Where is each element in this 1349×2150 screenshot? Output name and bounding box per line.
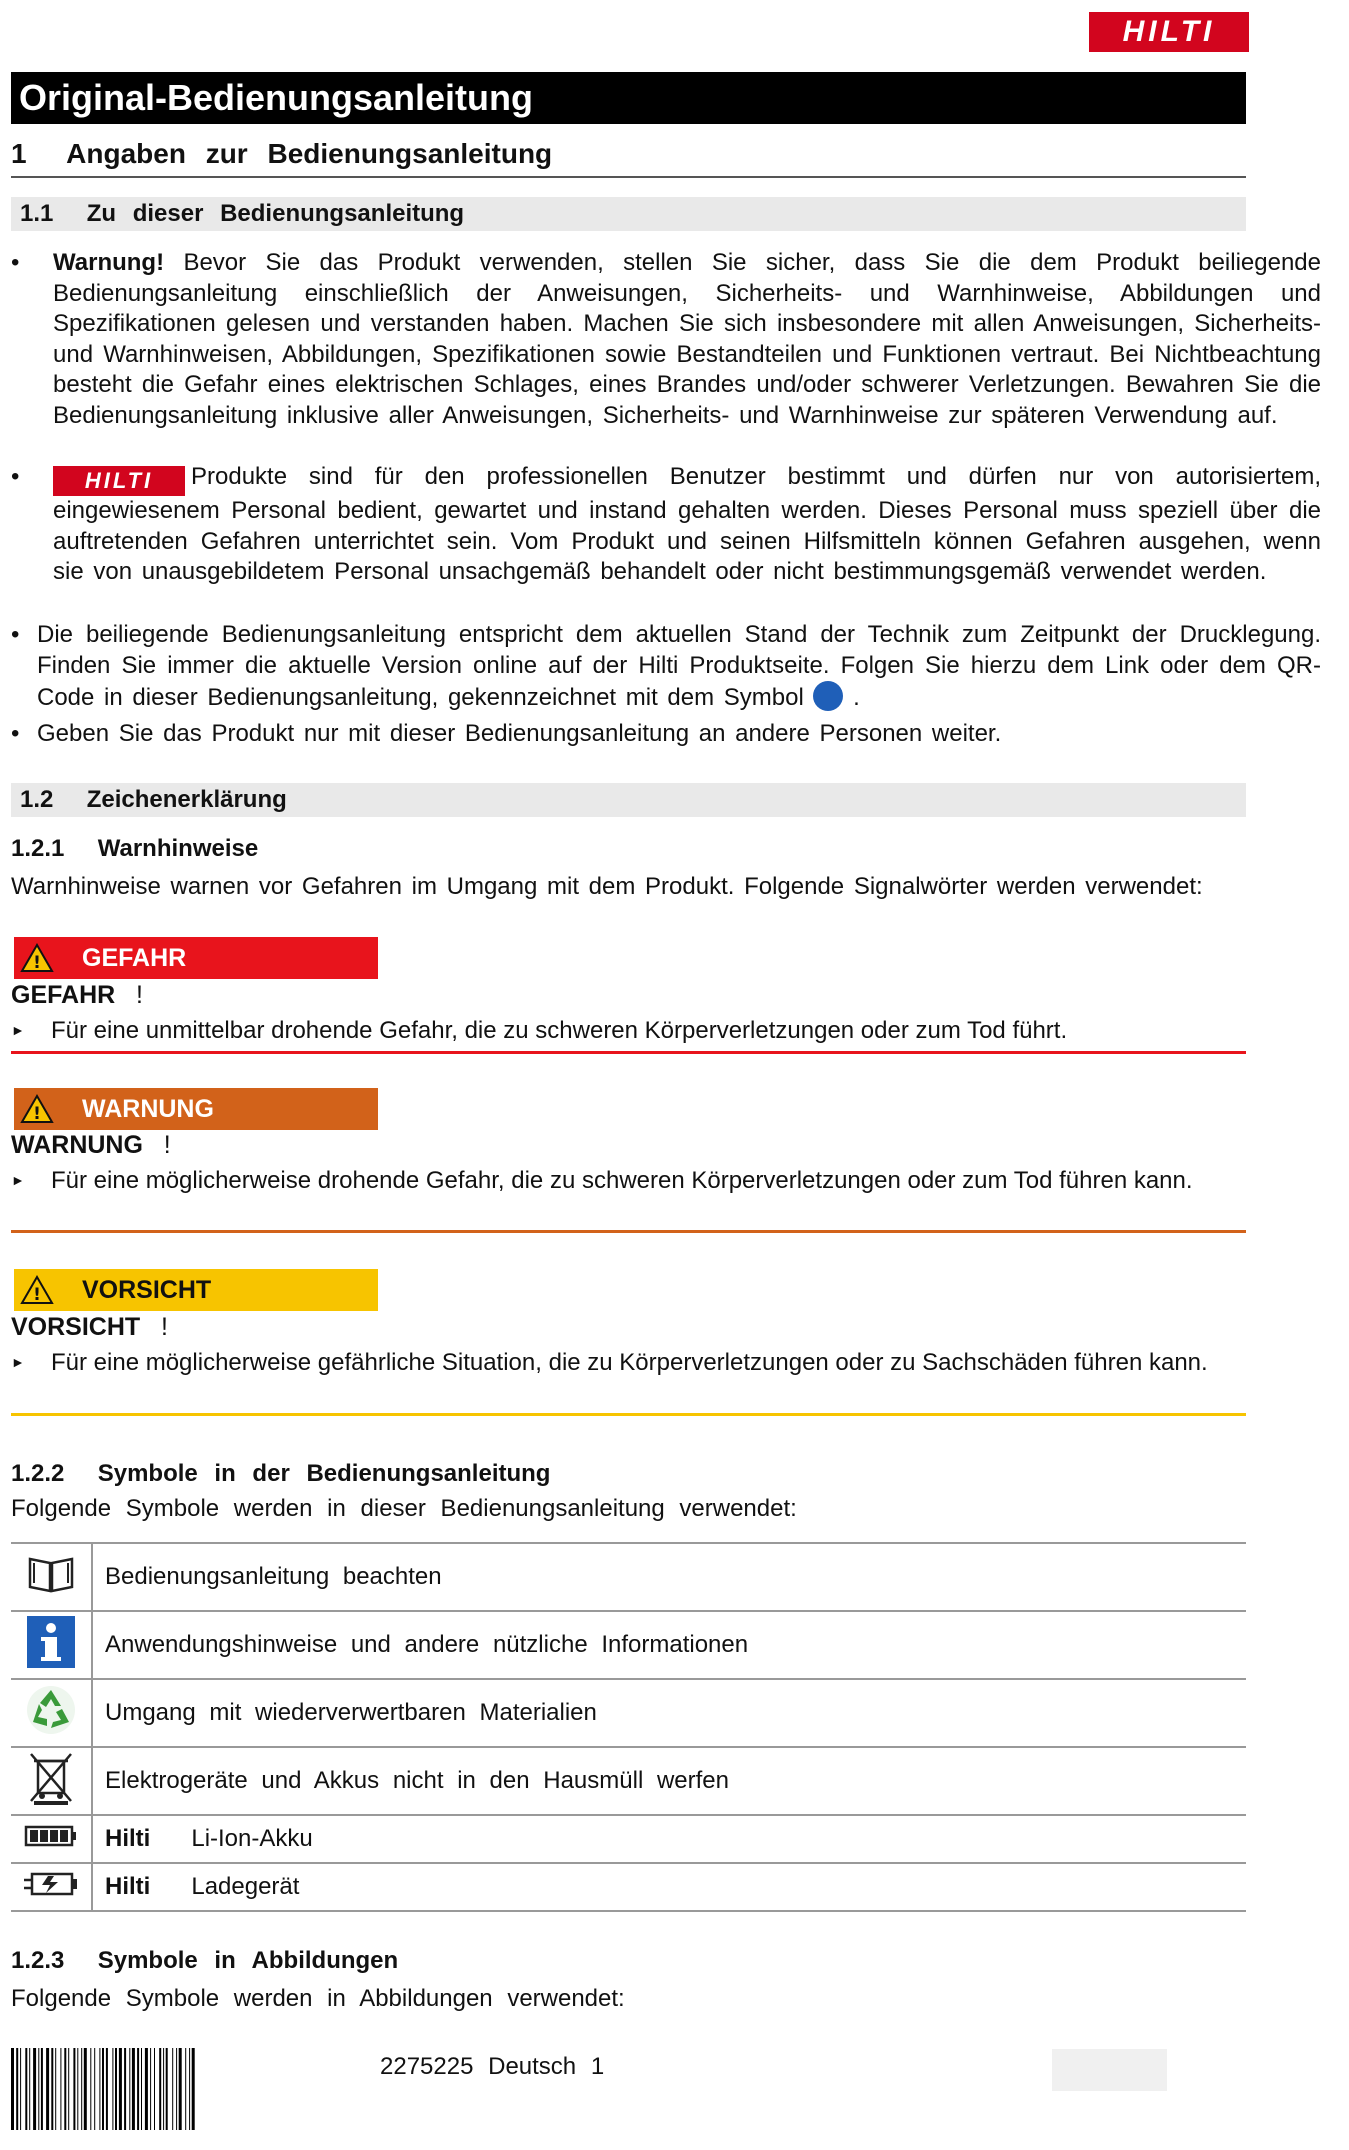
table-cell bbox=[11, 1679, 92, 1747]
symbol-bold: Hilti bbox=[105, 1873, 151, 1900]
signal-label-text: WARNUNG bbox=[82, 1094, 214, 1123]
bullet-dot: • bbox=[11, 720, 20, 747]
table-cell bbox=[11, 1543, 92, 1611]
info-icon bbox=[27, 1616, 75, 1668]
section-1-2-1-heading bbox=[11, 835, 258, 863]
section-title: Angaben zur Bedienungsanleitung bbox=[66, 138, 553, 169]
signal-label-text: VORSICHT bbox=[82, 1275, 212, 1304]
arrow-icon: ► bbox=[11, 1354, 25, 1370]
charger-icon bbox=[22, 1870, 80, 1898]
bullet-current-version bbox=[11, 620, 1321, 714]
barcode-icon bbox=[11, 2048, 351, 2130]
warning-bold: Warnung! bbox=[53, 249, 165, 276]
symbol-text: Li-Ion-Akku bbox=[191, 1825, 313, 1852]
warning-triangle-icon bbox=[20, 1094, 54, 1124]
bullet-professional bbox=[11, 462, 1321, 588]
signal-mark: ! bbox=[163, 1131, 171, 1159]
bullet-warning bbox=[11, 248, 1321, 432]
online-symbol-icon bbox=[813, 681, 843, 711]
section-number: 1.1 bbox=[20, 200, 54, 227]
signal-text: Für eine möglicherweise gefährliche Situation, die zu Körperverletzungen oder zu Sachschäden führen kann. bbox=[51, 1349, 1208, 1376]
footer-text bbox=[380, 2053, 604, 2081]
manual-icon bbox=[26, 1553, 76, 1595]
table-cell bbox=[92, 1747, 1246, 1815]
table-cell bbox=[92, 1863, 1246, 1911]
section-number: 1 bbox=[11, 138, 27, 169]
signal-word: VORSICHT bbox=[11, 1313, 141, 1341]
footer-code: 2275225 bbox=[380, 2053, 474, 2080]
table-cell bbox=[92, 1815, 1246, 1863]
hilti-inline-logo: HILTI bbox=[53, 466, 185, 496]
arrow-icon: ► bbox=[11, 1022, 25, 1038]
gefahr-rule bbox=[11, 1051, 1246, 1054]
svg-text:!: ! bbox=[33, 1285, 41, 1305]
section-divider bbox=[11, 176, 1246, 178]
warnung-rule bbox=[11, 1230, 1246, 1233]
warnung-label bbox=[14, 1088, 378, 1130]
warning-text: Bevor Sie das Produkt verwenden, stellen Sie sicher, dass Sie die dem Produkt beiliegende Bedienungsanleitung einschließlich der Anweisungen, Sicherheits- und Warnhinweise, Abbildungen und Spezifikationen gelesen und verstanden haben. Machen Sie sich insbesondere mit allen Anweisungen, Sicherheits- und Warnhinweisen, Abbildungen, Spezifikationen sowie Bestandteilen und Funktionen vertraut. Bei Nichtbeachtung besteht die Gefahr eines elektrischen Schlages, eines Brandes und/oder schwerer Verletzungen. Bewahren Sie die Bedienungsanleitung inklusive aller Anweisungen, Sicherheits- und Warnhinweise zur späteren Verwendung auf. bbox=[53, 249, 1321, 429]
symbols-intro: Folgende Symbole werden in dieser Bedienungsanleitung verwendet: bbox=[11, 1495, 797, 1522]
section-1-2-2-heading bbox=[11, 1460, 550, 1488]
warnung-description bbox=[11, 1165, 1246, 1196]
sentence-end: . bbox=[853, 684, 860, 712]
signal-text: Für eine unmittelbar drohende Gefahr, die zu schweren Körperverletzungen oder zum Tod führt. bbox=[51, 1017, 1068, 1044]
arrow-icon: ► bbox=[11, 1172, 25, 1188]
footer-language: Deutsch bbox=[488, 2053, 577, 2080]
section-title: Warnhinweise bbox=[97, 835, 259, 862]
pass-on-text: Geben Sie das Produkt nur mit dieser Bedienungsanleitung an andere Personen weiter. bbox=[37, 720, 1002, 747]
recycle-icon bbox=[25, 1684, 77, 1736]
table-row bbox=[11, 1611, 1246, 1679]
table-cell bbox=[11, 1611, 92, 1679]
section-title: Symbole in der Bedienungsanleitung bbox=[97, 1460, 551, 1487]
signal-word: GEFAHR bbox=[11, 981, 116, 1009]
table-row bbox=[11, 1747, 1246, 1815]
footer-page: 1 bbox=[590, 2053, 605, 2080]
symbol-text: Ladegerät bbox=[191, 1873, 300, 1900]
hilti-logo: HILTI bbox=[1089, 12, 1249, 52]
table-cell bbox=[92, 1679, 1246, 1747]
section-1-1-heading bbox=[11, 197, 1246, 231]
battery-icon bbox=[24, 1825, 78, 1847]
table-row bbox=[11, 1679, 1246, 1747]
symbol-text: Umgang mit wiederverwertbaren Materialien bbox=[105, 1699, 597, 1726]
table-row bbox=[11, 1863, 1246, 1911]
symbol-text: Anwendungshinweise und andere nützliche Informationen bbox=[105, 1631, 749, 1658]
table-row bbox=[11, 1543, 1246, 1611]
document-title: Original-Bedienungsanleitung bbox=[11, 72, 1246, 124]
figure-symbols-intro: Folgende Symbole werden in Abbildungen verwendet: bbox=[11, 1985, 625, 2012]
section-number: 1.2.1 bbox=[11, 835, 65, 862]
svg-text:!: ! bbox=[33, 953, 41, 973]
table-row bbox=[11, 1815, 1246, 1863]
warnings-intro: Warnhinweise warnen vor Gefahren im Umgang mit dem Produkt. Folgende Signalwörter werden verwendet: bbox=[11, 873, 1203, 900]
section-title: Zu dieser Bedienungsanleitung bbox=[86, 200, 465, 227]
section-1-2-heading bbox=[11, 783, 1246, 817]
vorsicht-word bbox=[11, 1313, 168, 1342]
gefahr-label bbox=[14, 937, 378, 979]
gefahr-description bbox=[11, 1015, 1246, 1046]
bullet-dot: • bbox=[11, 249, 20, 276]
vorsicht-description bbox=[11, 1347, 1246, 1378]
current-version-text: Die beiliegende Bedienungsanleitung entspricht dem aktuellen Stand der Technik zum Zeitpunkt der Drucklegung. Finden Sie immer die aktuelle Version online auf der Hilti Produktseite. Folgen Sie hierzu dem Link oder dem QR-Code in dieser Bedienungsanleitung, gekennzeichnet mit dem Symbol bbox=[37, 621, 1321, 712]
table-cell bbox=[92, 1611, 1246, 1679]
warning-triangle-icon bbox=[20, 943, 54, 973]
section-1-2-3-heading bbox=[11, 1947, 398, 1975]
bullet-pass-on bbox=[11, 719, 1321, 750]
warning-triangle-icon bbox=[20, 1275, 54, 1305]
crossed-bin-icon bbox=[28, 1751, 74, 1805]
signal-word: WARNUNG bbox=[11, 1131, 143, 1159]
professional-text: Produkte sind für den professionellen Benutzer bestimmt und dürfen nur von autorisiertem, eingewiesenem Personal bedient, gewartet und instand gehalten werden. Dieses Personal muss speziell über die auftretenden Gefahren unterrichtet sein. Vom Produkt und seinen Hilfsmitteln können Gefahren ausgehen, wenn sie von unausgebildetem Personal unsachgemäß behandelt oder nicht bestimmungsgemäß verwendet werden. bbox=[53, 463, 1321, 586]
table-cell bbox=[11, 1747, 92, 1815]
section-number: 1.2 bbox=[20, 786, 54, 813]
vorsicht-label bbox=[14, 1269, 378, 1311]
table-cell bbox=[92, 1543, 1246, 1611]
section-number: 1.2.3 bbox=[11, 1947, 65, 1974]
table-cell bbox=[11, 1863, 92, 1911]
bullet-dot: • bbox=[11, 621, 20, 648]
symbols-table bbox=[11, 1542, 1246, 1912]
signal-mark: ! bbox=[136, 981, 143, 1009]
svg-text:!: ! bbox=[33, 1104, 41, 1124]
vorsicht-rule bbox=[11, 1413, 1246, 1416]
gefahr-word bbox=[11, 981, 143, 1010]
warnung-word bbox=[11, 1131, 171, 1160]
signal-label-text: GEFAHR bbox=[82, 943, 187, 972]
section-1-heading bbox=[11, 138, 552, 170]
footer-gray-box bbox=[1052, 2049, 1167, 2091]
section-title: Symbole in Abbildungen bbox=[97, 1947, 399, 1974]
signal-mark: ! bbox=[161, 1313, 168, 1341]
symbol-text: Bedienungsanleitung beachten bbox=[105, 1563, 442, 1590]
bullet-dot: • bbox=[11, 463, 20, 490]
symbol-bold: Hilti bbox=[105, 1825, 151, 1852]
signal-text: Für eine möglicherweise drohende Gefahr, die zu schweren Körperverletzungen oder zum Tod führen kann. bbox=[51, 1167, 1193, 1194]
table-cell bbox=[11, 1815, 92, 1863]
section-number: 1.2.2 bbox=[11, 1460, 65, 1487]
symbol-text: Elektrogeräte und Akkus nicht in den Hausmüll werfen bbox=[105, 1767, 729, 1794]
section-title: Zeichenerklärung bbox=[86, 786, 287, 813]
